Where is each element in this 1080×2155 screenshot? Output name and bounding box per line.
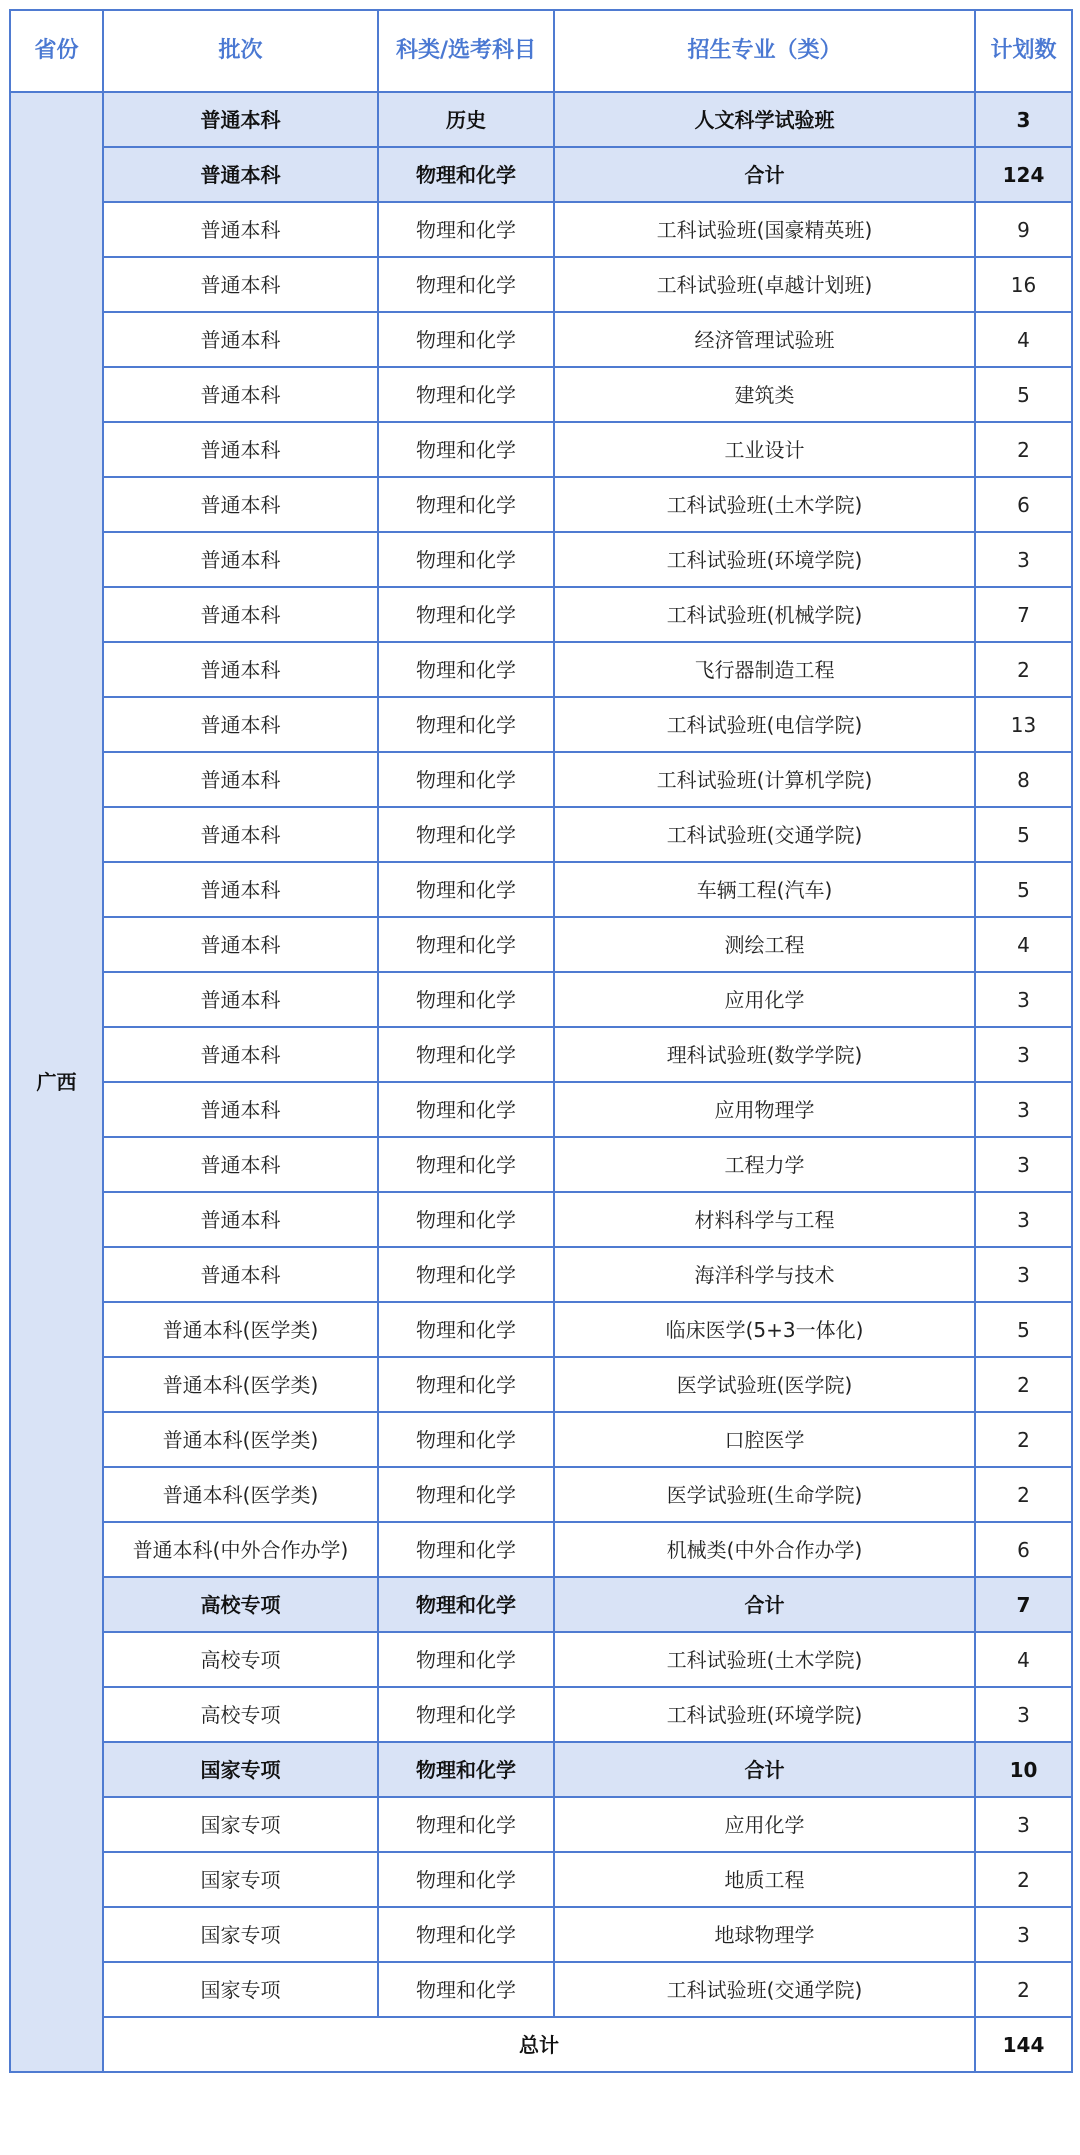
- major-cell: 工科试验班(电信学院): [554, 697, 975, 752]
- plan-cell: 3: [975, 1082, 1072, 1137]
- batch-cell: 普通本科: [103, 202, 378, 257]
- table-row: [10, 202, 1072, 257]
- major-cell: 工科试验班(交通学院): [554, 807, 975, 862]
- batch-cell: 普通本科: [103, 752, 378, 807]
- table-row: [10, 312, 1072, 367]
- header-province: 省份: [10, 10, 103, 92]
- batch-cell: 普通本科: [103, 1027, 378, 1082]
- batch-cell: 国家专项: [103, 1797, 378, 1852]
- enrollment-plan-table: [9, 9, 1073, 2073]
- batch-cell: 普通本科: [103, 587, 378, 642]
- plan-cell: 2: [975, 422, 1072, 477]
- batch-cell: 普通本科(医学类): [103, 1357, 378, 1412]
- batch-cell: 普通本科: [103, 1082, 378, 1137]
- subject-cell: 物理和化学: [378, 1577, 554, 1632]
- header-batch: 批次: [103, 10, 378, 92]
- plan-cell: 6: [975, 477, 1072, 532]
- table-row: [10, 587, 1072, 642]
- table-row: [10, 807, 1072, 862]
- major-cell: 地球物理学: [554, 1907, 975, 1962]
- major-cell: 应用化学: [554, 972, 975, 1027]
- subject-cell: 物理和化学: [378, 477, 554, 532]
- batch-cell: 普通本科: [103, 972, 378, 1027]
- plan-cell: 8: [975, 752, 1072, 807]
- subject-cell: 物理和化学: [378, 862, 554, 917]
- major-cell: 工科试验班(土木学院): [554, 1632, 975, 1687]
- table-row: [10, 257, 1072, 312]
- table-row: [10, 367, 1072, 422]
- batch-cell: 普通本科(医学类): [103, 1412, 378, 1467]
- plan-cell: 3: [975, 1247, 1072, 1302]
- table-body: [10, 92, 1072, 2072]
- batch-cell: 普通本科: [103, 367, 378, 422]
- major-cell: 合计: [554, 1577, 975, 1632]
- batch-cell: 国家专项: [103, 1907, 378, 1962]
- plan-cell: 7: [975, 587, 1072, 642]
- major-cell: 临床医学(5+3一体化): [554, 1302, 975, 1357]
- batch-cell: 普通本科: [103, 477, 378, 532]
- total-label: 总计: [103, 2017, 975, 2072]
- major-cell: 工科试验班(国豪精英班): [554, 202, 975, 257]
- plan-cell: 9: [975, 202, 1072, 257]
- table-row: [10, 1357, 1072, 1412]
- table-row: [10, 1962, 1072, 2017]
- batch-cell: 普通本科: [103, 862, 378, 917]
- subject-cell: 物理和化学: [378, 1962, 554, 2017]
- major-cell: 口腔医学: [554, 1412, 975, 1467]
- subject-cell: 物理和化学: [378, 1412, 554, 1467]
- plan-cell: 3: [975, 1137, 1072, 1192]
- plan-cell: 124: [975, 147, 1072, 202]
- major-cell: 飞行器制造工程: [554, 642, 975, 697]
- major-cell: 工科试验班(环境学院): [554, 532, 975, 587]
- subject-cell: 物理和化学: [378, 917, 554, 972]
- table-row: [10, 1082, 1072, 1137]
- table-row: [10, 1797, 1072, 1852]
- subject-cell: 物理和化学: [378, 1357, 554, 1412]
- batch-cell: 普通本科: [103, 422, 378, 477]
- subject-cell: 物理和化学: [378, 1247, 554, 1302]
- batch-cell: 国家专项: [103, 1852, 378, 1907]
- table-row: [10, 752, 1072, 807]
- plan-cell: 5: [975, 807, 1072, 862]
- subject-cell: 物理和化学: [378, 422, 554, 477]
- table-row: [10, 1522, 1072, 1577]
- subject-cell: 物理和化学: [378, 642, 554, 697]
- plan-cell: 2: [975, 642, 1072, 697]
- table-row: [10, 1687, 1072, 1742]
- plan-cell: 6: [975, 1522, 1072, 1577]
- major-cell: 工科试验班(卓越计划班): [554, 257, 975, 312]
- major-cell: 工科试验班(机械学院): [554, 587, 975, 642]
- table-row: [10, 1852, 1072, 1907]
- plan-cell: 5: [975, 862, 1072, 917]
- subtotal-row: [10, 147, 1072, 202]
- table-row: [10, 1302, 1072, 1357]
- major-cell: 机械类(中外合作办学): [554, 1522, 975, 1577]
- subject-cell: 物理和化学: [378, 1082, 554, 1137]
- plan-cell: 3: [975, 1687, 1072, 1742]
- plan-cell: 4: [975, 312, 1072, 367]
- batch-cell: 高校专项: [103, 1577, 378, 1632]
- major-cell: 工业设计: [554, 422, 975, 477]
- subject-cell: 物理和化学: [378, 752, 554, 807]
- batch-cell: 普通本科: [103, 807, 378, 862]
- subject-cell: 物理和化学: [378, 1192, 554, 1247]
- table-row: [10, 1027, 1072, 1082]
- batch-cell: 普通本科: [103, 1137, 378, 1192]
- table-row: [10, 477, 1072, 532]
- table-row: [10, 862, 1072, 917]
- subject-cell: 物理和化学: [378, 1852, 554, 1907]
- table-row: [10, 1467, 1072, 1522]
- batch-cell: 普通本科: [103, 917, 378, 972]
- subject-cell: 物理和化学: [378, 1632, 554, 1687]
- subject-cell: 物理和化学: [378, 1687, 554, 1742]
- plan-cell: 13: [975, 697, 1072, 752]
- table-row: [10, 1632, 1072, 1687]
- subject-cell: 物理和化学: [378, 367, 554, 422]
- batch-cell: 普通本科: [103, 697, 378, 752]
- header-subject: 科类/选考科目: [378, 10, 554, 92]
- table-row: [10, 532, 1072, 587]
- batch-cell: 普通本科: [103, 1192, 378, 1247]
- batch-cell: 高校专项: [103, 1687, 378, 1742]
- header-plan: 计划数: [975, 10, 1072, 92]
- subject-cell: 物理和化学: [378, 807, 554, 862]
- batch-cell: 普通本科: [103, 147, 378, 202]
- major-cell: 应用物理学: [554, 1082, 975, 1137]
- table-row: [10, 917, 1072, 972]
- batch-cell: 普通本科: [103, 257, 378, 312]
- subject-cell: 物理和化学: [378, 147, 554, 202]
- plan-cell: 2: [975, 1467, 1072, 1522]
- plan-cell: 3: [975, 1907, 1072, 1962]
- subtotal-row: [10, 1742, 1072, 1797]
- province-cell: 广西: [10, 92, 103, 2072]
- subtotal-row: [10, 92, 1072, 147]
- subject-cell: 历史: [378, 92, 554, 147]
- table-row: [10, 697, 1072, 752]
- plan-cell: 2: [975, 1852, 1072, 1907]
- subject-cell: 物理和化学: [378, 587, 554, 642]
- table-row: [10, 1412, 1072, 1467]
- batch-cell: 普通本科: [103, 642, 378, 697]
- total-row: [10, 2017, 1072, 2072]
- subject-cell: 物理和化学: [378, 1522, 554, 1577]
- subject-cell: 物理和化学: [378, 1302, 554, 1357]
- major-cell: 车辆工程(汽车): [554, 862, 975, 917]
- plan-cell: 5: [975, 367, 1072, 422]
- subtotal-row: [10, 1577, 1072, 1632]
- table-header-row: [10, 10, 1072, 92]
- table-row: [10, 1247, 1072, 1302]
- plan-cell: 3: [975, 532, 1072, 587]
- major-cell: 工科试验班(土木学院): [554, 477, 975, 532]
- batch-cell: 普通本科: [103, 1247, 378, 1302]
- plan-cell: 2: [975, 1357, 1072, 1412]
- plan-cell: 10: [975, 1742, 1072, 1797]
- batch-cell: 普通本科: [103, 312, 378, 367]
- plan-cell: 2: [975, 1962, 1072, 2017]
- subject-cell: 物理和化学: [378, 532, 554, 587]
- plan-cell: 4: [975, 1632, 1072, 1687]
- table-row: [10, 972, 1072, 1027]
- table-row: [10, 642, 1072, 697]
- major-cell: 人文科学试验班: [554, 92, 975, 147]
- major-cell: 应用化学: [554, 1797, 975, 1852]
- subject-cell: 物理和化学: [378, 1742, 554, 1797]
- major-cell: 建筑类: [554, 367, 975, 422]
- major-cell: 合计: [554, 147, 975, 202]
- major-cell: 工科试验班(环境学院): [554, 1687, 975, 1742]
- batch-cell: 普通本科(中外合作办学): [103, 1522, 378, 1577]
- batch-cell: 普通本科(医学类): [103, 1467, 378, 1522]
- subject-cell: 物理和化学: [378, 202, 554, 257]
- major-cell: 经济管理试验班: [554, 312, 975, 367]
- total-plan: 144: [975, 2017, 1072, 2072]
- subject-cell: 物理和化学: [378, 257, 554, 312]
- plan-cell: 4: [975, 917, 1072, 972]
- subject-cell: 物理和化学: [378, 312, 554, 367]
- subject-cell: 物理和化学: [378, 1027, 554, 1082]
- table-row: [10, 1192, 1072, 1247]
- subject-cell: 物理和化学: [378, 972, 554, 1027]
- plan-cell: 3: [975, 92, 1072, 147]
- plan-cell: 3: [975, 1027, 1072, 1082]
- major-cell: 工科试验班(计算机学院): [554, 752, 975, 807]
- batch-cell: 普通本科: [103, 532, 378, 587]
- major-cell: 地质工程: [554, 1852, 975, 1907]
- plan-cell: 3: [975, 1797, 1072, 1852]
- major-cell: 医学试验班(医学院): [554, 1357, 975, 1412]
- plan-cell: 2: [975, 1412, 1072, 1467]
- plan-cell: 5: [975, 1302, 1072, 1357]
- major-cell: 理科试验班(数学学院): [554, 1027, 975, 1082]
- subject-cell: 物理和化学: [378, 1907, 554, 1962]
- subject-cell: 物理和化学: [378, 1797, 554, 1852]
- batch-cell: 国家专项: [103, 1742, 378, 1797]
- header-major: 招生专业（类）: [554, 10, 975, 92]
- subject-cell: 物理和化学: [378, 1137, 554, 1192]
- plan-cell: 7: [975, 1577, 1072, 1632]
- batch-cell: 高校专项: [103, 1632, 378, 1687]
- major-cell: 海洋科学与技术: [554, 1247, 975, 1302]
- batch-cell: 普通本科(医学类): [103, 1302, 378, 1357]
- major-cell: 合计: [554, 1742, 975, 1797]
- table-row: [10, 422, 1072, 477]
- plan-cell: 3: [975, 1192, 1072, 1247]
- major-cell: 工程力学: [554, 1137, 975, 1192]
- plan-cell: 16: [975, 257, 1072, 312]
- table-row: [10, 1907, 1072, 1962]
- batch-cell: 普通本科: [103, 92, 378, 147]
- batch-cell: 国家专项: [103, 1962, 378, 2017]
- major-cell: 材料科学与工程: [554, 1192, 975, 1247]
- major-cell: 工科试验班(交通学院): [554, 1962, 975, 2017]
- plan-cell: 3: [975, 972, 1072, 1027]
- major-cell: 医学试验班(生命学院): [554, 1467, 975, 1522]
- subject-cell: 物理和化学: [378, 1467, 554, 1522]
- subject-cell: 物理和化学: [378, 697, 554, 752]
- major-cell: 测绘工程: [554, 917, 975, 972]
- table-row: [10, 1137, 1072, 1192]
